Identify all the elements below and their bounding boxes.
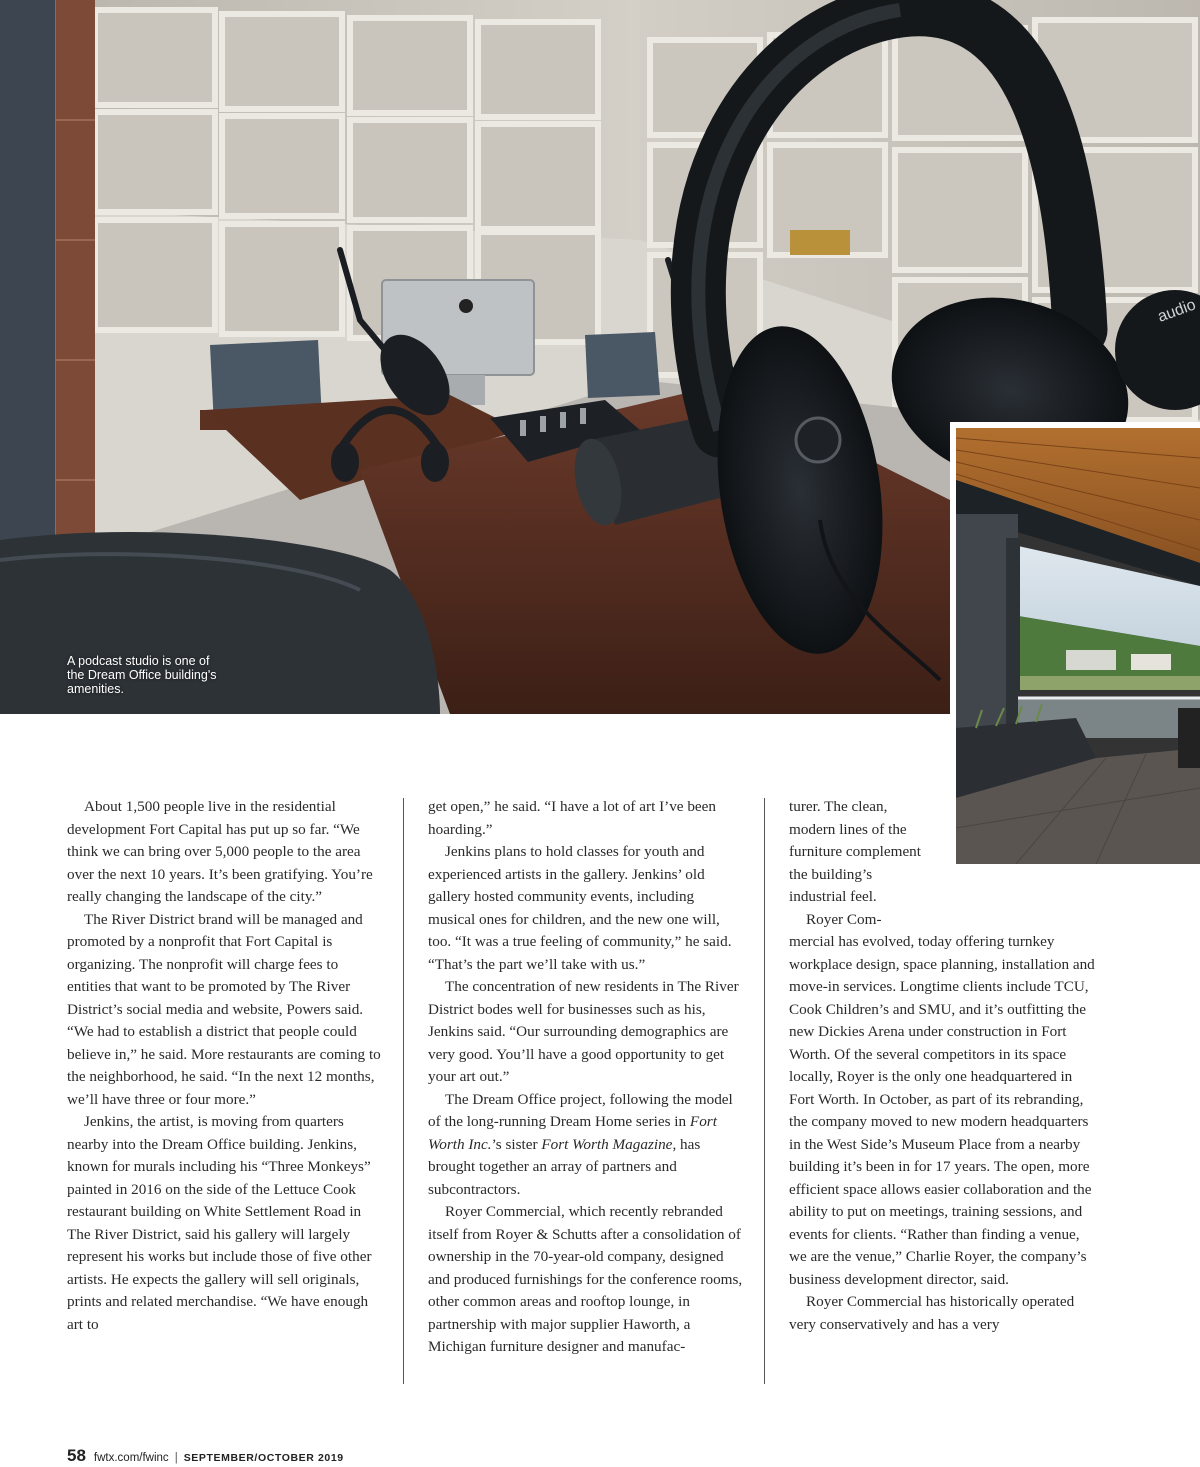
publication-title: Fort Worth Inc.	[428, 1113, 717, 1153]
publication-title: Fort Worth Magazine	[541, 1135, 673, 1153]
article-column-2	[428, 796, 743, 1359]
article-column-3	[789, 796, 1101, 1336]
paragraph: Jenkins, the artist, is moving from quarters nearby into the Dream Office building. Jenkins, known for murals including his “Three Monkeys” painted in 2016 on the side of the Lettuce Cook restaurant building on White Settlement Road in The River District, said his gallery will largely represent his works but include those of five other artists. He expects the gallery will sell originals, prints and related merchandise. “We have enough art to	[67, 1113, 372, 1333]
page-number: 58	[67, 1446, 86, 1465]
paragraph-continued: get open,” he said. “I have a lot of art I’ve been hoarding.”	[428, 798, 717, 838]
paragraph-continued: turer. The clean, modern lines of the furniture complement the building’s industrial feel.	[789, 798, 922, 905]
text-run: The Dream Office project, following the model of the long-running Dream Home series in	[428, 1090, 733, 1130]
website-link[interactable]: fwtx.com/fwinc	[93, 1452, 169, 1464]
text-run: , has brought together an array of partners and subcontractors.	[428, 1135, 701, 1198]
audio-technica-logo: audio	[1155, 296, 1199, 326]
column-divider	[403, 798, 404, 1384]
text-run: ’s sister	[491, 1135, 542, 1153]
photo-caption: A podcast studio is one of the Dream Office building's amenities.	[67, 654, 217, 696]
column-divider	[764, 798, 765, 1384]
narrow-text-block	[789, 796, 929, 931]
article-column-1	[67, 796, 381, 1336]
page-footer	[67, 1446, 344, 1466]
paragraph: Royer Commercial, which recently rebranded itself from Royer & Schutts after a consolidation of ownership in the 70-year-old company, designed and produced furnishings for the conference rooms, other common areas and rooftop lounge, in partnership with major supplier Haworth, a Michigan furniture designer and manufac-	[428, 1203, 743, 1355]
paragraph: Royer Commercial has historically operated very conservatively and has a very	[789, 1293, 1075, 1333]
issue-date: SEPTEMBER/OCTOBER 2019	[183, 1452, 344, 1464]
paragraph-dream-office	[428, 1089, 743, 1202]
paragraph: Jenkins plans to hold classes for youth and experienced artists in the gallery. Jenkins’ old gallery hosted community events, including musical ones for children, and the new one will, too. “It was a true feeling of community,” he said. “That’s the part we’ll take with us.”	[428, 843, 732, 973]
paragraph-continued: mercial has evolved, today offering turnkey workplace design, space planning, installation and move-in services. Longtime clients include TCU, Cook Children’s and SMU, and it’s outfitting the new Dickies Arena under construction in Fort Worth. Of the several competitors in its space locally, Royer is the only one headquartered in Fort Worth. In October, as part of its rebranding, the company moved to new modern headquarters in the West Side’s Museum Place from a nearby building it’s been in for 17 years. The open, more efficient space allows easier collaboration and the ability to put on meetings, training sessions, and events for clients. “Rather than finding a venue, we are the venue,” Charlie Royer, the company’s business development director, said.	[789, 933, 1095, 1288]
paragraph-start: Royer Com-	[806, 910, 882, 928]
paragraph: About 1,500 people live in the residential development Fort Capital has put up so far. “We think we can bring over 5,000 people to the area over the next 10 years. It’s been gratifying. You’re really changing the landscape of the city.”	[67, 798, 373, 905]
paragraph: The River District brand will be managed and promoted by a nonprofit that Fort Capital is organizing. The nonprofit will charge fees to entities that want to be promoted by The River District’s social media and website, Powers said. “We had to establish a district that people could believe in,” he said. More restaurants are coming to the neighborhood, he said. “In the next 12 months, we’ll have three or four more.”	[67, 910, 381, 1108]
footer-separator: |	[174, 1452, 178, 1464]
paragraph: The concentration of new residents in The River District bodes well for businesses such as his, Jenkins said. “Our surrounding demographics are very good. You’ll have a good opportunity to get your art out.”	[428, 978, 739, 1085]
